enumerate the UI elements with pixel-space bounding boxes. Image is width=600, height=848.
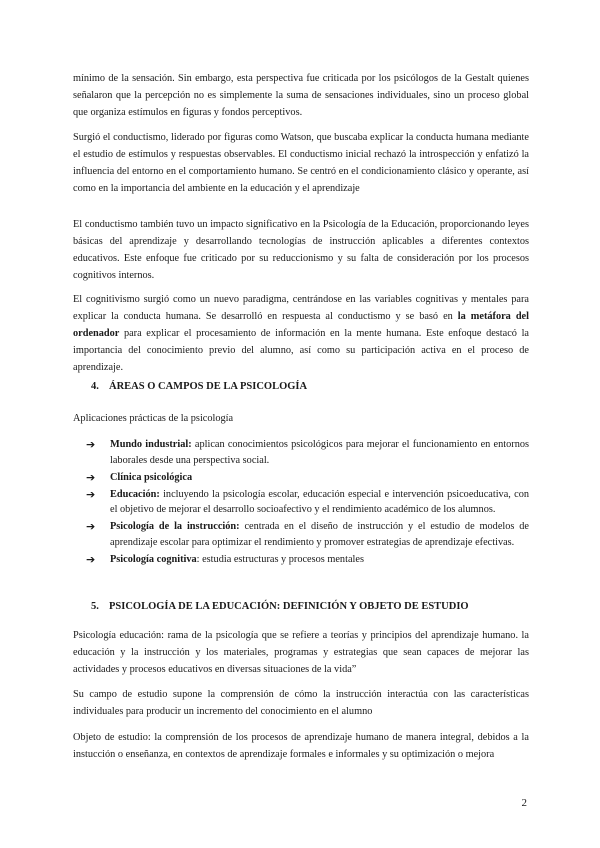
page-number: 2 bbox=[521, 797, 527, 809]
paragraph-campo-estudio: Su campo de estudio supone la comprensión de cómo la instrucción interactúa con las características individuales para producir un incremento del conocimiento en el alumno bbox=[73, 689, 529, 717]
list-item-text: incluyendo la psicología escolar, educación especial e intervención psicoeducativa, con el objetivo de mejorar el desarrollo socioafectivo y el rendimiento académico de los alumnos. bbox=[110, 488, 529, 515]
cognitivism-bold-term: la metáfora del ordenador bbox=[73, 311, 529, 339]
list-item-term: Educación: bbox=[110, 488, 160, 500]
section-4-heading bbox=[91, 380, 307, 394]
list-item bbox=[86, 487, 529, 518]
arrow-icon: ➔ bbox=[86, 552, 96, 566]
list-item-text: aplican conocimientos psicológicos para mejorar el funcionamiento en entornos laborales desde una perspectiva social. bbox=[110, 439, 529, 466]
list-item bbox=[86, 519, 529, 550]
list-item-term: Psicología de la instrucción: bbox=[110, 521, 240, 532]
cognitivism-text-after: para explicar el procesamiento de información en la mente humana. Este enfoque destacó la importancia del conocimiento previo del alumno, así como su participación activa en el proceso de aprendizaje. bbox=[73, 328, 529, 373]
paragraph-objeto-estudio: Objeto de estudio: la comprensión de los procesos de aprendizaje humano de manera integral, debidos a la instucción o enseñanza, en contextos de aprendizaje formales e informales y su optimización o mejora bbox=[73, 732, 529, 760]
list-item-text: centrada en el diseño de instrucción y el estudio de modelos de aprendizaje escolar para optimizar el rendimiento y promover estrategias de aprendizaje efectivas. bbox=[110, 521, 529, 548]
arrow-icon: ➔ bbox=[86, 520, 96, 533]
applications-list bbox=[86, 437, 529, 569]
section-4-title: ÁREAS O CAMPOS DE LA PSICOLOGÍA bbox=[109, 381, 308, 392]
arrow-icon: ➔ bbox=[86, 438, 96, 451]
list-item bbox=[86, 552, 529, 568]
section-5-heading bbox=[91, 600, 469, 614]
section-5-number: 5. bbox=[91, 601, 99, 612]
paragraph-conductismo-impacto: El conductismo también tuvo un impacto significativo en la Psicología de la Educación, proporcionando leyes básicas del aprendizaje y desarrollando tecnologías de instrucción aplicables a diferentes contextos educativos. Este enfoque fue criticado por su reduccionismo y su falta de consideración por los procesos cognitivos internos. bbox=[73, 219, 529, 281]
list-item-text: : estudia estructuras y procesos mentales bbox=[196, 553, 364, 565]
list-item-term: Psicología cognitiva bbox=[110, 553, 197, 565]
arrow-icon: ➔ bbox=[86, 487, 96, 501]
list-item-term: Mundo industrial: bbox=[110, 439, 192, 450]
section-4-intro: Aplicaciones prácticas de la psicología bbox=[73, 413, 234, 424]
paragraph-cognitivismo bbox=[73, 291, 529, 376]
paragraph-gestalt: mínimo de la sensación. Sin embargo, esta perspectiva fue criticada por los psicólogos de la Gestalt quienes señalaron que la percepción no es simplemente la suma de sensaciones individuales, sino un proceso global que organiza estímulos en figuras y fondos perceptivos. bbox=[73, 73, 529, 118]
cognitivism-text-before: El cognitivismo surgió como un nuevo paradigma, centrándose en las variables cognitivas y mentales para explicar la conducta humana. Se desarrolló en respuesta al conductismo y se basó en bbox=[73, 294, 529, 322]
list-item bbox=[86, 470, 529, 486]
list-item-term: Clínica psicológica bbox=[110, 471, 193, 483]
section-4-number: 4. bbox=[91, 381, 99, 392]
paragraph-conductismo: Surgió el conductismo, liderado por figuras como Watson, que buscaba explicar la conducta humana mediante el estudio de estímulos y respuestas observables. El conductismo inicial rechazó la introspección y enfatizó la influencia del entorno en el comportamiento humano. Se centró en el condicionamiento clásico y operante, así como en la importancia del ambiente en la educación y el aprendizaje bbox=[73, 132, 529, 194]
section-5-title: PSICOLOGÍA DE LA EDUCACIÓN: DEFINICIÓN Y OBJETO DE ESTUDIO bbox=[109, 601, 469, 612]
list-item bbox=[86, 437, 529, 468]
arrow-icon: ➔ bbox=[86, 470, 96, 484]
paragraph-definicion: Psicología educación: rama de la psicología que se refiere a teorías y principios del aprendizaje humano. la educación y la instrucción y los materiales, programas y estrategias que sean capaces de mejorar las actividades y procesos educativos en diversas situaciones de la vida” bbox=[73, 630, 529, 675]
